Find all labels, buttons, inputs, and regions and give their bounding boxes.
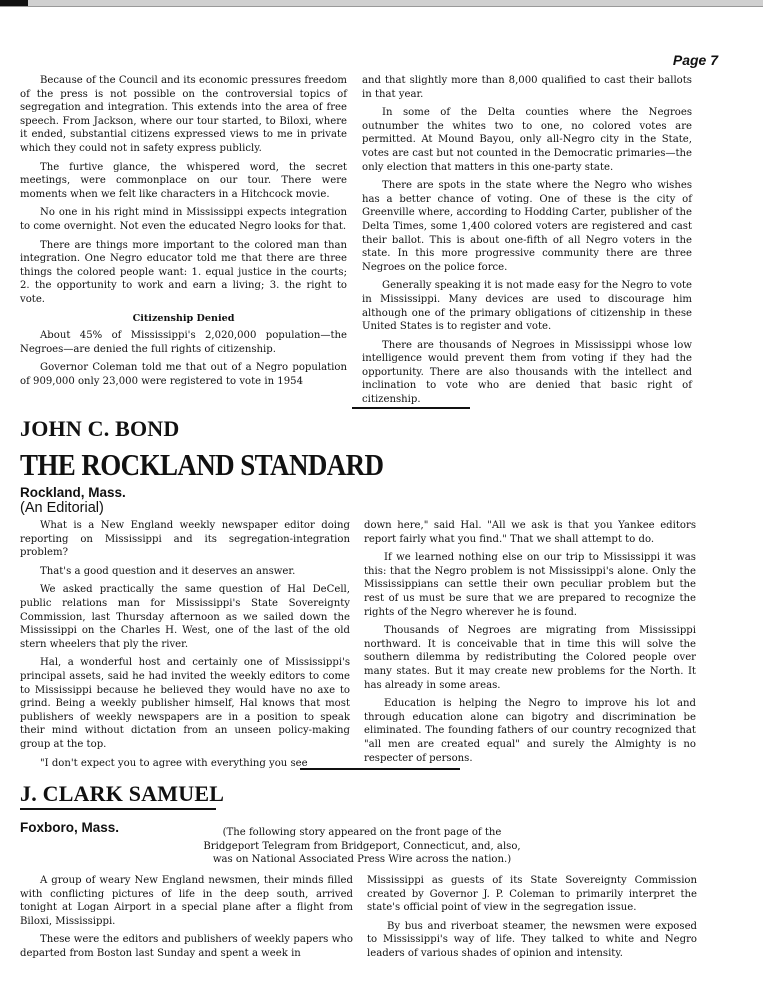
paragraph: Hal, a wonderful host and certainly one of Mississippi's principal assets, said he had invited the weekly editors to come to Mississippi because he believed they would have no axe to grind. Being a weekly publisher himself, Hal knows that most publishers of weekly newspapers are in a position to speak their mind without dictation from an unseen policy-making group at the top.	[20, 657, 350, 750]
editor-note: (The following story appeared on the front page of the Bridgeport Telegram from Bridgeport, Connecticut, and, also, was on National Associated Press Wire across the nation.)	[203, 827, 521, 866]
section-divider	[352, 407, 470, 409]
paragraph: What is a New England weekly newspaper editor doing reporting on Mississippi and its segregation-integration problem?	[20, 520, 350, 559]
paragraph: By bus and riverboat steamer, the newsmen were exposed to Mississippi's way of life. They talked to white and Negro leaders of various shades of opinion and intensity.	[367, 920, 697, 959]
samuel-right-column	[367, 874, 697, 966]
paragraph: There are spots in the state where the Negro who wishes has a better chance of voting. One of these is the city of Greenville where, according to Hodding Carter, publisher of the Delta Times, some 1,400 colored voters are registered and cast their ballot. This is about one-fifth of all Negro voters in the state. In this more progressive community there are three Negroes on the police force.	[362, 180, 692, 273]
paragraph: Governor Coleman told me that out of a Negro population of 909,000 only 23,000 were registered to vote in 1954	[20, 362, 347, 387]
paragraph: The furtive glance, the whispered word, the secret meetings, were commonplace on our tour. There were moments when we felt like characters in a Hitchcock movie.	[20, 161, 347, 200]
author-name: JOHN C. BOND	[20, 416, 180, 441]
subheading: Citizenship Denied	[132, 312, 235, 324]
scan-top-edge	[0, 0, 763, 7]
paragraph: If we learned nothing else on our trip to Mississippi it was this: that the Negro problem is not Mississippi's alone. Only the Mississippians can settle their own peculiar problem but the rest of us must be sure that we are prepared to recognize the rights of the Negro wherever he is found.	[364, 552, 696, 618]
paragraph: A group of weary New England newsmen, their minds filled with conflicting pictures of life in the deep south, arrived tonight at Logan Airport in a special plane after a flight from Biloxi, Mississippi.	[20, 875, 353, 927]
paragraph: There are thousands of Negroes in Mississippi whose low intelligence would prevent them from voting if they had the opportunity. There are also thousands with the intellect and inclination to vote who are denied that basic right of citizenship.	[362, 339, 692, 406]
paragraph: down here," said Hal. "All we ask is that you Yankee editors report fairly what you find." That we shall attempt to do.	[364, 520, 696, 545]
paragraph: In some of the Delta counties where the Negroes outnumber the whites two to one, no colored votes are permitted. At Mound Bayou, only all-Negro city in the State, votes are cast but not counted in the Democratic primaries—the only election that matters in this one-party state.	[362, 107, 692, 173]
article-type: (An Editorial)	[20, 500, 104, 516]
paragraph: Generally speaking it is not made easy for the Negro to vote in Mississippi. Many devices are used to discourage him although one of the primary obligations of citizenship in these United States is to register and vote.	[362, 280, 692, 333]
name-underline	[20, 808, 216, 810]
newspaper-title: THE ROCKLAND STANDARD	[20, 448, 384, 482]
paragraph: Education is helping the Negro to improve his lot and through education alone can bigotry and discrimination be eliminated. The founding fathers of our country recognized that "all men are created equal" and surely the Almighty is no respecter of persons.	[364, 698, 696, 764]
paragraph: We asked practically the same question of Hal DeCell, public relations man for Mississippi's State Sovereignty Commission, last Thursday afternoon as we sailed down the Mississippi on the Charles H. West, one of the last of the old stern wheelers that ply the river.	[20, 584, 350, 650]
paragraph: That's a good question and it deserves an answer.	[40, 565, 296, 577]
top-left-column	[20, 74, 347, 393]
bond-left-column	[20, 519, 350, 775]
paragraph: These were the editors and publishers of weekly papers who departed from Boston last Sunday and spent a week in	[20, 934, 353, 959]
top-right-column	[362, 74, 692, 412]
author-name: J. CLARK SAMUEL	[20, 781, 225, 806]
paragraph: "I don't expect you to agree with everything you see	[40, 757, 308, 769]
paragraph: Because of the Council and its economic pressures freedom of the press is not possible on the controversial topics of segregation and integration. This extends into the area of free speech. From Jackson, where our tour started, to Biloxi, where it ended, substantial citizens expressed views to me in private which they could not in safety express publicly.	[20, 75, 347, 154]
paragraph: No one in his right mind in Mississippi expects integration to come overnight. Not even the educated Negro looks for that.	[20, 207, 347, 232]
paragraph: About 45% of Mississippi's 2,020,000 population—the Negroes—are denied the full rights of citizenship.	[20, 330, 347, 355]
paragraph: Thousands of Negroes are migrating from Mississippi northward. It is conceivable that in time this will solve the southern dilemma by redistributing the Colored people over many states. But it may create new problems for the North. It has already in some areas.	[364, 625, 696, 691]
dateline: Rockland, Mass.	[20, 485, 126, 500]
page-number: Page 7	[672, 52, 718, 68]
paragraph: There are things more important to the colored man than integration. One Negro educator told me that there are three things the colored people want: 1. equal justice in the courts; 2. the opportunity to work and earn a living; 3. the right to vote.	[20, 239, 347, 305]
paragraph: and that slightly more than 8,000 qualified to cast their ballots in that year.	[362, 75, 692, 100]
bond-right-column	[364, 519, 696, 770]
samuel-left-column	[20, 874, 353, 966]
dateline: Foxboro, Mass.	[20, 820, 120, 835]
paragraph: Mississippi as guests of its State Sovereignty Commission created by Governor J. P. Coleman to primarily interpret the state's official point of view in the segregation issue.	[367, 875, 697, 914]
section-divider	[300, 768, 460, 770]
